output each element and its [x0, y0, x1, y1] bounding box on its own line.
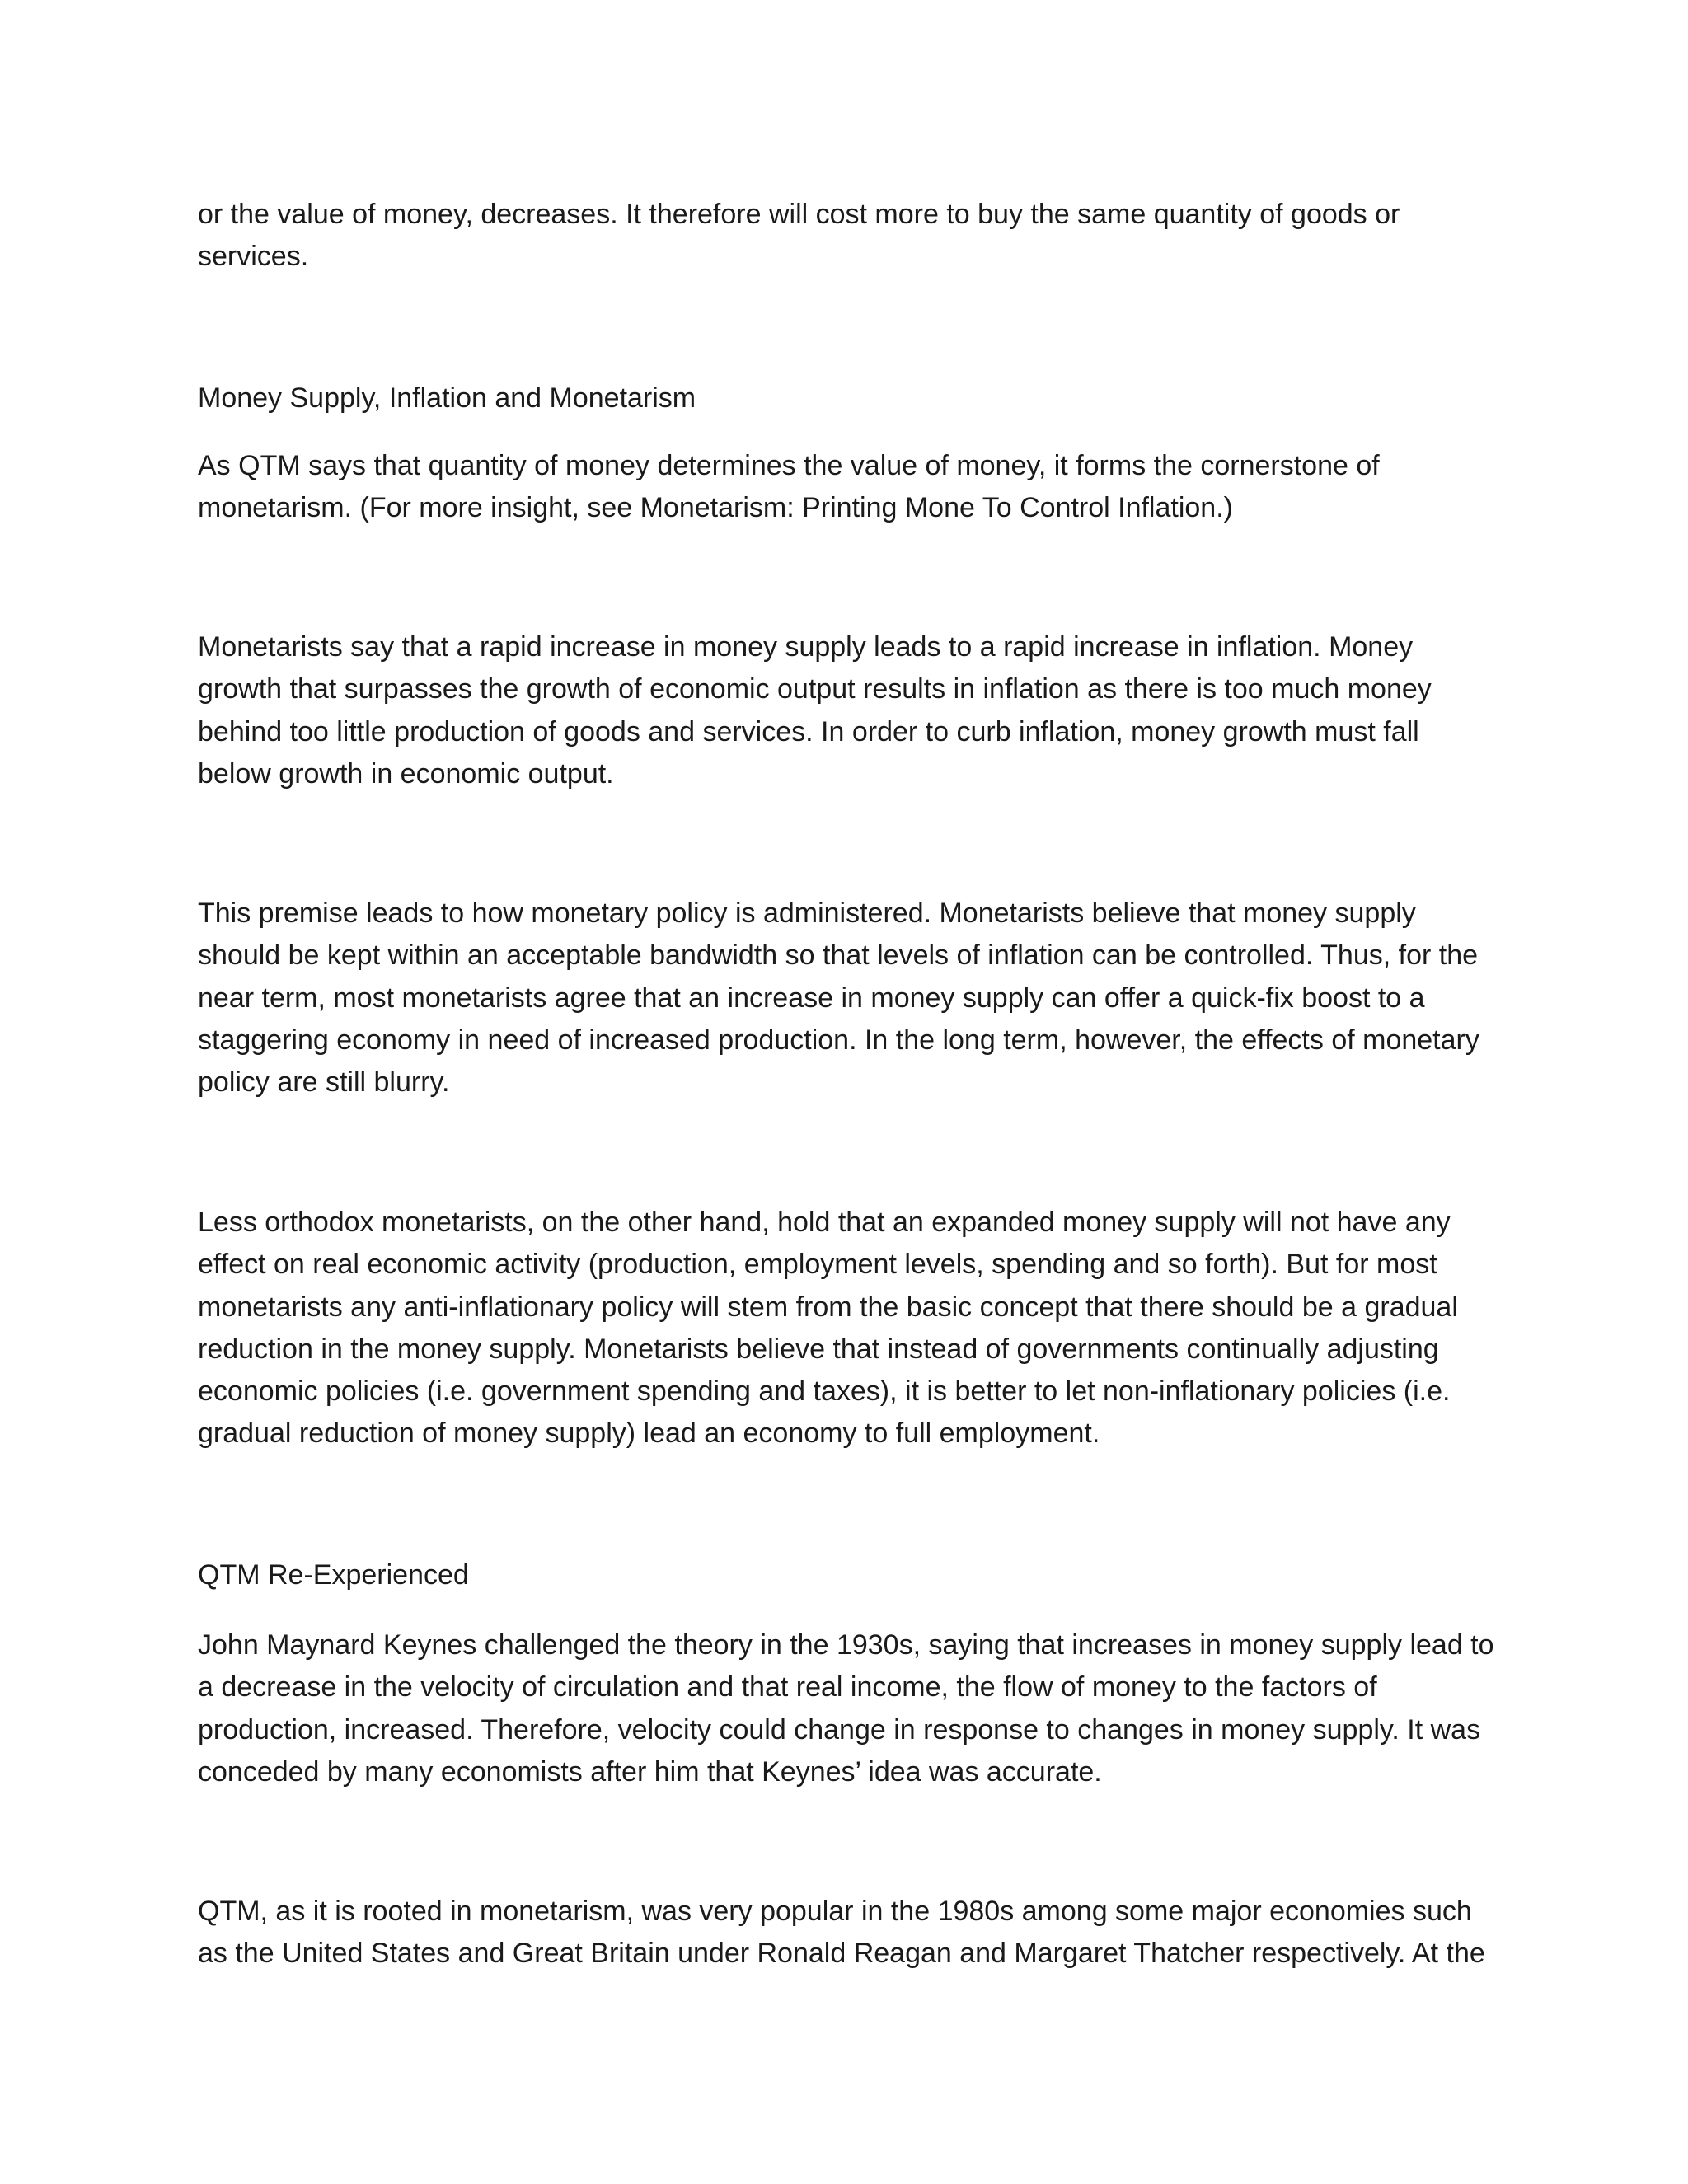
- text-line: QTM, as it is rooted in monetarism, was very popular in the 1980s among some major economies such: [198, 1896, 1472, 1927]
- paragraph-less-orthodox: [198, 1202, 1517, 1455]
- heading-text: QTM Re-Experienced: [198, 1559, 469, 1591]
- text-line: staggering economy in need of increased production. In the long term, however, the effects of monetary: [198, 1024, 1479, 1056]
- text-line: should be kept within an acceptable bandwidth so that levels of inflation can be controlled. Thus, for the: [198, 940, 1479, 972]
- text-line: a decrease in the velocity of circulation and that real income, the flow of money to the factors of: [198, 1671, 1377, 1704]
- text-line: reduction in the money supply. Monetarists believe that instead of governments continually adjusting: [198, 1333, 1439, 1365]
- text-line: policy are still blurry.: [198, 1066, 450, 1099]
- text-line: conceded by many economists after him that Keynes’ idea was accurate.: [198, 1755, 1102, 1788]
- text-line: economic policies (i.e. government spending and taxes), it is better to let non-inflationary policies (i.e.: [198, 1376, 1451, 1408]
- text-line: as the United States and Great Britain under Ronald Reagan and Margaret Thatcher respectively. At the: [198, 1938, 1485, 1970]
- text-line: monetarists any anti-inflationary policy will stem from the basic concept that there should be a gradual: [198, 1291, 1458, 1323]
- paragraph-value-of-money: [198, 194, 1517, 279]
- paragraph-monetary-policy: [198, 893, 1517, 1104]
- text-line: growth that surpasses the growth of economic output results in inflation as there is too much money: [198, 673, 1432, 705]
- text-line: gradual reduction of money supply) lead an economy to full employment.: [198, 1418, 1100, 1450]
- text-line: John Maynard Keynes challenged the theory in the 1930s, saying that increases in money supply lead to: [198, 1629, 1494, 1661]
- text-line: This premise leads to how monetary policy is administered. Monetarists believe that money supply: [198, 898, 1416, 929]
- text-line: As QTM says that quantity of money determines the value of money, it forms the cornerstone of: [198, 450, 1380, 481]
- text-line: services.: [198, 241, 309, 273]
- paragraph-qtm-1980s: [198, 1891, 1517, 1975]
- text-line: or the value of money, decreases. It therefore will cost more to buy the same quantity of goods or: [198, 199, 1400, 230]
- text-line: near term, most monetarists agree that an increase in money supply can offer a quick-fix boost to a: [198, 982, 1425, 1014]
- paragraph-qtm-cornerstone: [198, 445, 1517, 530]
- text-line: behind too little production of goods and services. In order to curb inflation, money growth must fall: [198, 715, 1419, 748]
- text-line: production, increased. Therefore, velocity could change in response to changes in money supply. It was: [198, 1713, 1481, 1746]
- text-line: Monetarists say that a rapid increase in money supply leads to a rapid increase in inflation. Money: [198, 631, 1414, 663]
- section-heading-qtm-re-experienced: [198, 1554, 1517, 1596]
- text-line: Less orthodox monetarists, on the other hand, hold that an expanded money supply will not have any: [198, 1207, 1451, 1238]
- heading-text: Money Supply, Inflation and Monetarism: [198, 382, 696, 414]
- text-line: below growth in economic output.: [198, 757, 614, 790]
- paragraph-monetarists-inflation: [198, 626, 1517, 795]
- paragraph-keynes: [198, 1624, 1517, 1793]
- section-heading-money-supply: [198, 377, 1517, 419]
- text-line: monetarism. (For more insight, see Monetarism: Printing Mone To Control Inflation.): [198, 492, 1233, 524]
- text-line: effect on real economic activity (production, employment levels, spending and so forth). But for most: [198, 1249, 1437, 1281]
